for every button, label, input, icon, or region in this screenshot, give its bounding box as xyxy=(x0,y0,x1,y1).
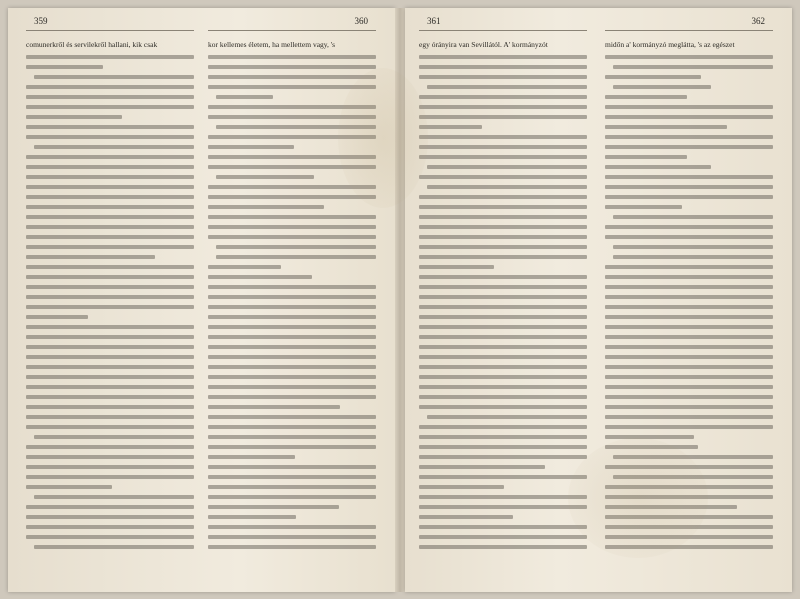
text-line xyxy=(26,142,194,152)
text-line xyxy=(208,432,376,442)
text-line xyxy=(419,412,587,422)
text-line xyxy=(419,332,587,342)
text-line xyxy=(208,212,376,222)
text-line xyxy=(419,132,587,142)
text-line xyxy=(26,242,194,252)
text-line xyxy=(419,52,587,62)
text-line xyxy=(26,342,194,352)
text-line xyxy=(419,152,587,162)
text-line xyxy=(419,262,587,272)
text-line xyxy=(419,92,587,102)
text-line xyxy=(26,172,194,182)
text-line xyxy=(419,512,587,522)
text-line xyxy=(208,402,376,412)
text-line xyxy=(26,272,194,282)
header-rule xyxy=(208,30,376,31)
text-line xyxy=(208,242,376,252)
text-line xyxy=(419,232,587,242)
text-line xyxy=(208,272,376,282)
text-line xyxy=(26,382,194,392)
text-line xyxy=(605,92,773,102)
text-line xyxy=(419,212,587,222)
text-line xyxy=(208,382,376,392)
text-line xyxy=(605,492,773,502)
text-line xyxy=(605,372,773,382)
text-line xyxy=(26,192,194,202)
text-line xyxy=(605,242,773,252)
text-line xyxy=(605,102,773,112)
text-line xyxy=(208,322,376,332)
text-line xyxy=(605,352,773,362)
text-line xyxy=(208,462,376,472)
page-number: 359 xyxy=(34,16,48,26)
text-line xyxy=(208,252,376,262)
text-line xyxy=(605,382,773,392)
text-line xyxy=(26,502,194,512)
text-line xyxy=(26,52,194,62)
first-line: midőn a' kormányzó meglátta, 's az egészet xyxy=(605,40,735,49)
text-line xyxy=(605,412,773,422)
text-line xyxy=(26,122,194,132)
text-line xyxy=(26,352,194,362)
text-line xyxy=(208,132,376,142)
body-text-placeholder xyxy=(419,52,587,560)
text-line xyxy=(605,542,773,552)
header-rule xyxy=(605,30,773,31)
text-line xyxy=(605,212,773,222)
text-line xyxy=(26,132,194,142)
text-line xyxy=(419,112,587,122)
text-line xyxy=(208,512,376,522)
text-line xyxy=(419,102,587,112)
book-gutter xyxy=(395,8,405,592)
text-line xyxy=(605,312,773,322)
text-line xyxy=(208,152,376,162)
text-line xyxy=(208,342,376,352)
text-line xyxy=(605,62,773,72)
text-line xyxy=(26,232,194,242)
text-line xyxy=(208,332,376,342)
text-line xyxy=(605,72,773,82)
text-line xyxy=(208,452,376,462)
text-line xyxy=(208,412,376,422)
text-line xyxy=(419,142,587,152)
text-line xyxy=(26,62,194,72)
text-line xyxy=(419,362,587,372)
text-line xyxy=(419,442,587,452)
text-line xyxy=(26,402,194,412)
text-line xyxy=(419,452,587,462)
text-line xyxy=(419,222,587,232)
book-spread xyxy=(8,8,792,592)
text-line xyxy=(26,182,194,192)
text-line xyxy=(208,532,376,542)
text-line xyxy=(208,62,376,72)
text-line xyxy=(605,522,773,532)
text-line xyxy=(605,142,773,152)
text-line xyxy=(26,442,194,452)
text-line xyxy=(419,402,587,412)
text-line xyxy=(26,332,194,342)
text-line xyxy=(419,462,587,472)
header-rule xyxy=(419,30,587,31)
body-text-placeholder xyxy=(208,52,376,560)
text-line xyxy=(208,192,376,202)
text-line xyxy=(419,342,587,352)
text-line xyxy=(419,392,587,402)
text-line xyxy=(208,122,376,132)
body-text-placeholder xyxy=(605,52,773,560)
text-line xyxy=(26,302,194,312)
text-line xyxy=(605,292,773,302)
body-text-placeholder xyxy=(26,52,194,560)
text-line xyxy=(26,92,194,102)
text-line xyxy=(26,452,194,462)
text-line xyxy=(208,292,376,302)
text-line xyxy=(419,242,587,252)
text-line xyxy=(208,222,376,232)
text-line xyxy=(605,82,773,92)
text-line xyxy=(26,522,194,532)
text-line xyxy=(26,82,194,92)
text-line xyxy=(208,442,376,452)
text-line xyxy=(26,202,194,212)
text-line xyxy=(419,172,587,182)
text-line xyxy=(605,112,773,122)
text-line xyxy=(26,72,194,82)
text-line xyxy=(26,422,194,432)
text-line xyxy=(208,372,376,382)
text-line xyxy=(419,422,587,432)
page-number: 362 xyxy=(751,16,765,26)
text-line xyxy=(208,162,376,172)
text-line xyxy=(605,502,773,512)
text-line xyxy=(605,52,773,62)
text-line xyxy=(208,522,376,532)
left-sheet xyxy=(8,8,395,592)
text-line xyxy=(26,372,194,382)
text-line xyxy=(26,262,194,272)
text-line xyxy=(605,462,773,472)
text-line xyxy=(605,532,773,542)
text-line xyxy=(26,412,194,422)
text-line xyxy=(605,392,773,402)
text-line xyxy=(208,312,376,322)
text-line xyxy=(605,202,773,212)
text-line xyxy=(26,362,194,372)
text-line xyxy=(419,532,587,542)
text-line xyxy=(605,362,773,372)
text-line xyxy=(419,492,587,502)
text-line xyxy=(605,232,773,242)
text-line xyxy=(26,312,194,322)
text-line xyxy=(605,442,773,452)
text-line xyxy=(419,122,587,132)
text-line xyxy=(419,382,587,392)
text-line xyxy=(605,282,773,292)
text-line xyxy=(26,532,194,542)
text-line xyxy=(208,112,376,122)
text-line xyxy=(605,172,773,182)
text-line xyxy=(208,182,376,192)
text-line xyxy=(605,222,773,232)
text-line xyxy=(208,72,376,82)
text-line xyxy=(419,312,587,322)
text-line xyxy=(605,452,773,462)
text-line xyxy=(26,112,194,122)
text-line xyxy=(605,272,773,282)
text-line xyxy=(419,62,587,72)
text-line xyxy=(208,82,376,92)
text-line xyxy=(605,342,773,352)
text-line xyxy=(605,302,773,312)
text-line xyxy=(208,502,376,512)
text-line xyxy=(419,162,587,172)
first-line: comunerkről és servilekről hallani, kik csak xyxy=(26,40,158,49)
text-line xyxy=(419,252,587,262)
text-line xyxy=(419,292,587,302)
text-line xyxy=(419,522,587,532)
text-line xyxy=(605,252,773,262)
text-line xyxy=(419,352,587,362)
text-line xyxy=(605,332,773,342)
text-line xyxy=(208,202,376,212)
text-line xyxy=(605,162,773,172)
text-line xyxy=(208,102,376,112)
text-line xyxy=(419,182,587,192)
text-line xyxy=(208,472,376,482)
text-line xyxy=(26,432,194,442)
text-line xyxy=(26,222,194,232)
first-line: kor kellemes életem, ha mellettem vagy, 's xyxy=(208,40,336,49)
text-line xyxy=(208,262,376,272)
text-line xyxy=(26,462,194,472)
text-line xyxy=(26,512,194,522)
text-line xyxy=(26,472,194,482)
text-line xyxy=(208,492,376,502)
text-line xyxy=(419,202,587,212)
text-line xyxy=(26,252,194,262)
text-line xyxy=(605,192,773,202)
text-line xyxy=(208,482,376,492)
text-line xyxy=(419,502,587,512)
text-line xyxy=(419,542,587,552)
page-359 xyxy=(26,16,194,565)
text-line xyxy=(208,232,376,242)
text-line xyxy=(208,352,376,362)
text-line xyxy=(419,72,587,82)
text-line xyxy=(419,302,587,312)
text-line xyxy=(26,542,194,552)
header-rule xyxy=(26,30,194,31)
first-line: egy órányira van Sevillától. A' kormányzót xyxy=(419,40,548,49)
text-line xyxy=(26,392,194,402)
text-line xyxy=(208,362,376,372)
page-360 xyxy=(208,16,376,565)
page-362 xyxy=(605,16,773,565)
text-line xyxy=(605,422,773,432)
text-line xyxy=(605,132,773,142)
text-line xyxy=(419,372,587,382)
text-line xyxy=(419,482,587,492)
text-line xyxy=(419,472,587,482)
text-line xyxy=(208,52,376,62)
text-line xyxy=(208,422,376,432)
text-line xyxy=(605,482,773,492)
text-line xyxy=(605,262,773,272)
text-line xyxy=(26,492,194,502)
text-line xyxy=(419,272,587,282)
page-361 xyxy=(419,16,587,565)
text-line xyxy=(208,392,376,402)
text-line xyxy=(605,432,773,442)
text-line xyxy=(605,322,773,332)
right-sheet xyxy=(405,8,792,592)
text-line xyxy=(605,152,773,162)
text-line xyxy=(419,282,587,292)
text-line xyxy=(208,282,376,292)
text-line xyxy=(208,302,376,312)
text-line xyxy=(26,212,194,222)
text-line xyxy=(26,322,194,332)
text-line xyxy=(605,512,773,522)
text-line xyxy=(605,182,773,192)
text-line xyxy=(26,152,194,162)
text-line xyxy=(605,472,773,482)
text-line xyxy=(419,192,587,202)
text-line xyxy=(419,82,587,92)
text-line xyxy=(26,282,194,292)
text-line xyxy=(419,322,587,332)
text-line xyxy=(208,542,376,552)
text-line xyxy=(419,432,587,442)
text-line xyxy=(26,482,194,492)
text-line xyxy=(605,122,773,132)
text-line xyxy=(208,92,376,102)
text-line xyxy=(26,292,194,302)
page-number: 361 xyxy=(427,16,441,26)
page-number: 360 xyxy=(354,16,368,26)
text-line xyxy=(26,102,194,112)
text-line xyxy=(26,162,194,172)
text-line xyxy=(605,402,773,412)
text-line xyxy=(208,172,376,182)
text-line xyxy=(208,142,376,152)
